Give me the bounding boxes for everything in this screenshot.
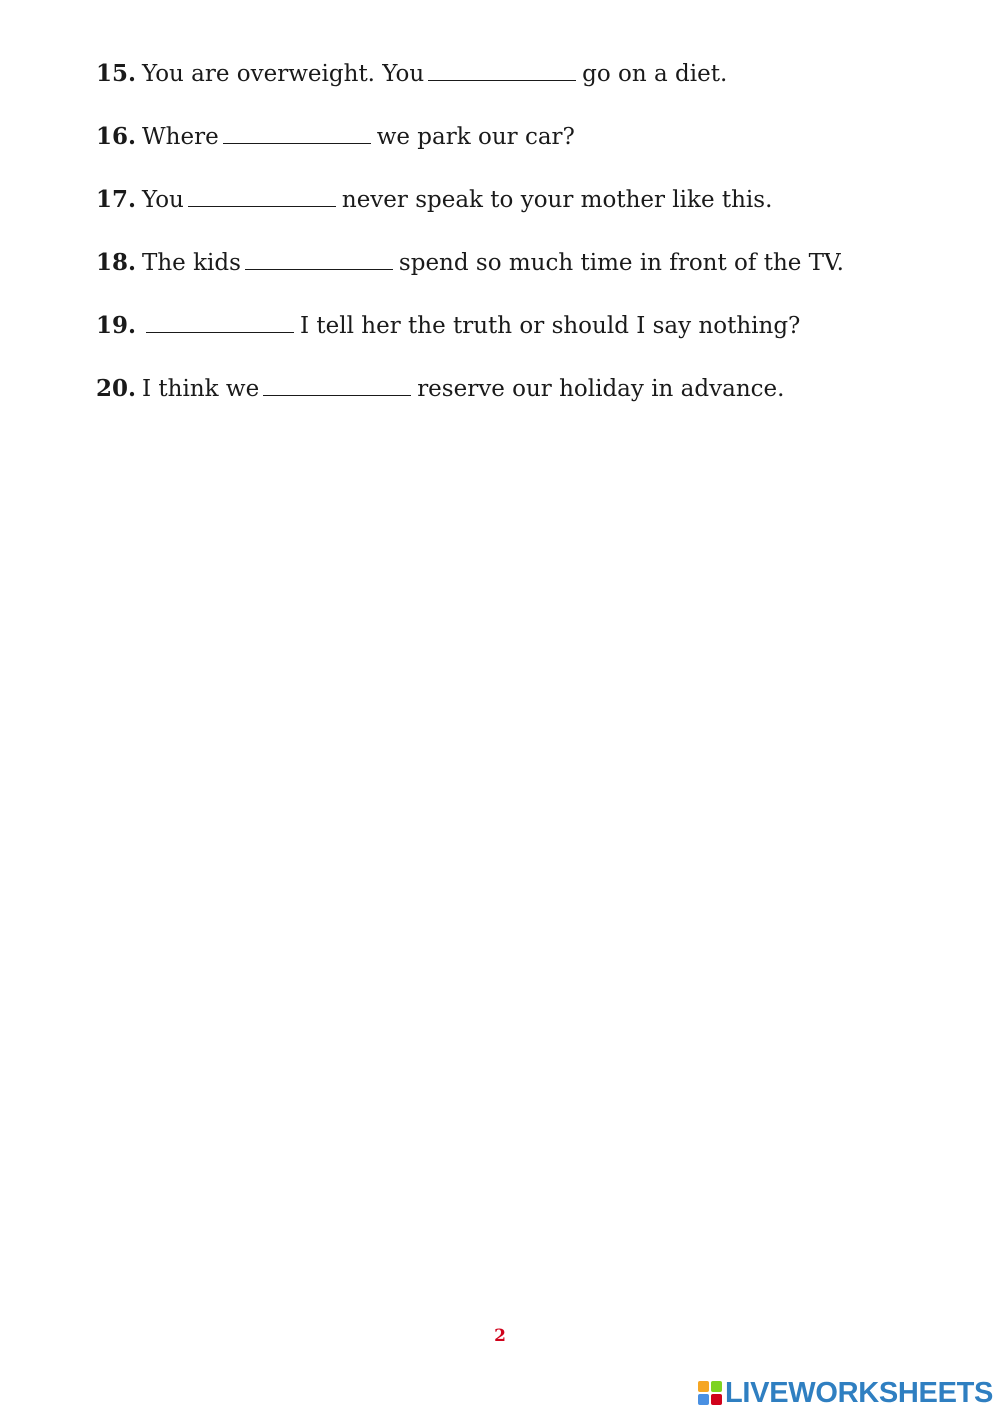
answer-blank[interactable] bbox=[428, 62, 576, 81]
logo-square-i bbox=[711, 1381, 722, 1392]
question-19 bbox=[96, 304, 956, 367]
question-text-after: never speak to your mother like this. bbox=[341, 187, 773, 213]
question-text-after: I tell her the truth or should I say nothing? bbox=[300, 313, 801, 339]
question-text-before: The kids bbox=[142, 250, 241, 276]
page-number: 2 bbox=[494, 1326, 506, 1346]
logo-square-v bbox=[698, 1394, 709, 1405]
answer-blank[interactable] bbox=[188, 188, 336, 207]
logo-square-e bbox=[711, 1394, 722, 1405]
question-text-after: we park our car? bbox=[376, 124, 575, 150]
question-text-after: spend so much time in front of the TV. bbox=[398, 250, 844, 276]
question-text-after: reserve our holiday in advance. bbox=[417, 376, 785, 402]
answer-blank[interactable] bbox=[146, 314, 294, 333]
question-text-before: I think we bbox=[142, 376, 260, 402]
watermark-text: LIVEWORKSHEETS bbox=[725, 1376, 994, 1409]
question-text-before: You bbox=[142, 187, 184, 213]
question-15 bbox=[96, 52, 956, 115]
logo-square-l bbox=[698, 1381, 709, 1392]
liveworksheets-logo-icon bbox=[698, 1381, 722, 1405]
question-17 bbox=[96, 178, 956, 241]
question-text-before: Where bbox=[142, 124, 219, 150]
question-text-before: You are overweight. You bbox=[142, 61, 425, 87]
question-20 bbox=[96, 367, 956, 430]
question-number: 19. bbox=[96, 312, 137, 339]
question-16 bbox=[96, 115, 956, 178]
answer-blank[interactable] bbox=[223, 125, 371, 144]
question-number: 18. bbox=[96, 249, 137, 276]
question-number: 17. bbox=[96, 186, 137, 213]
liveworksheets-watermark[interactable] bbox=[698, 1377, 993, 1409]
question-number: 20. bbox=[96, 375, 137, 402]
question-number: 15. bbox=[96, 60, 137, 87]
question-list bbox=[96, 52, 956, 430]
question-18 bbox=[96, 241, 956, 304]
answer-blank[interactable] bbox=[263, 377, 411, 396]
answer-blank[interactable] bbox=[245, 251, 393, 270]
question-text-after: go on a diet. bbox=[582, 61, 728, 87]
question-number: 16. bbox=[96, 123, 137, 150]
